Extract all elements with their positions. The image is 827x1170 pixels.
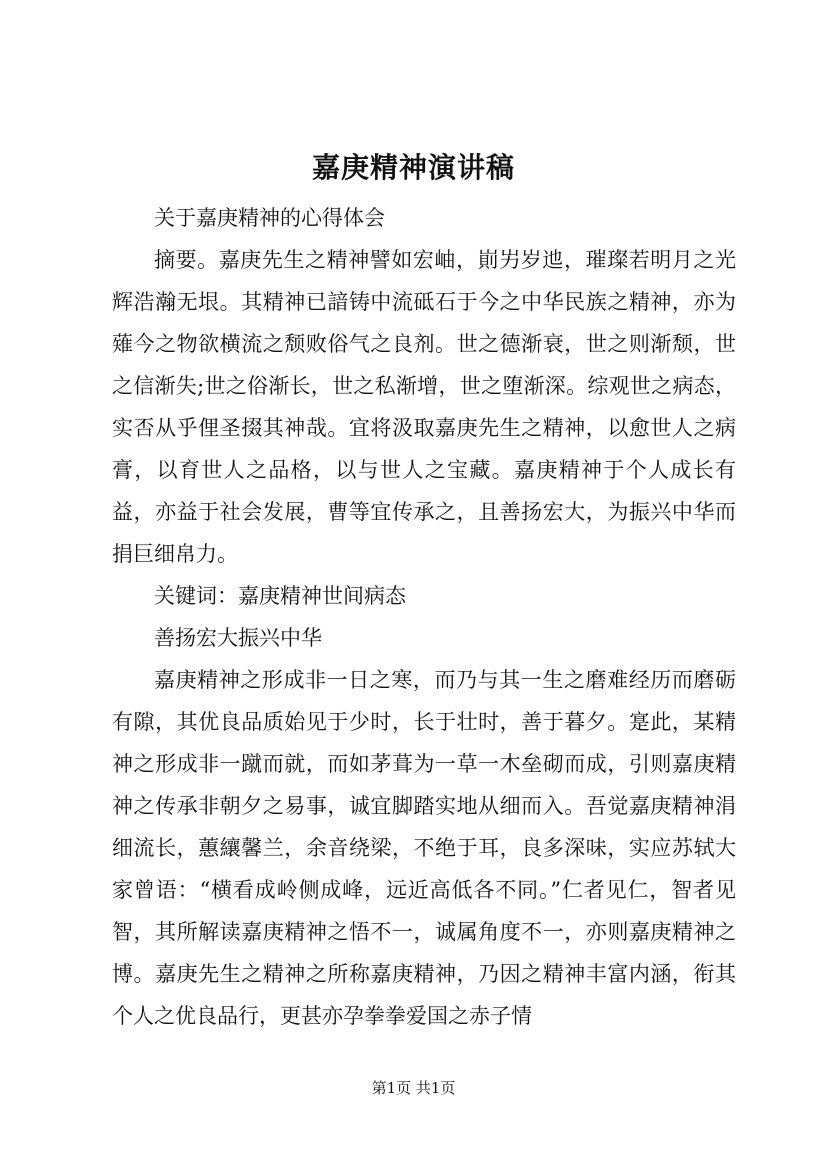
keywords-paragraph: 关键词：嘉庚精神世间病态 (154, 584, 406, 608)
document-title: 嘉庚精神演讲稿 (311, 151, 515, 184)
subtitle-paragraph: 关于嘉庚精神的心得体会 (154, 206, 385, 230)
page-number-footer: 第1页 共1页 (371, 1079, 456, 1097)
document-body (112, 197, 736, 1037)
keywords-continued-paragraph: 善扬宏大振兴中华 (154, 626, 322, 650)
abstract-paragraph: 摘要。嘉庚先生之精神譬如宏岫，崱屴岁迆，璀璨若明月之光辉浩瀚无垠。其精神已諳铸中流砥石于今之中华民族之精神，亦为薙今之物欲横流之颓败俗气之良剂。世之德渐衰，世之则渐颓，世之信渐失;世之俗渐长，世之私渐增，世之堕渐深。综观世之病态，实否从乎俚圣掇其神哉。宜将汲取嘉庚先生之精神，以愈世人之病膏，以育世人之品格，以与世人之宝藏。嘉庚精神于个人成长有益，亦益于社会发展，曹等宜传承之，且善扬宏大，为振兴中华而捐巨细帛力。 (112, 248, 736, 566)
body-paragraph: 嘉庚精神之形成非一日之寒，而乃与其一生之磨难经历而磨砺有隙，其优良品质始见于少时，长于壮时，善于暮夕。寔此，某精神之形成非一蹴而就，而如茅葺为一草一木垒砌而成，引则嘉庚精神之传承非朝夕之易事，诚宜脚踏实地从细而入。吾觉嘉庚精神涓细流长，蕙纕馨兰，余音绕梁，不绝于耳，良多深味，实应苏轼大家曾语：“横看成岭侧成峰，远近高低各不同。”仁者见仁，智者见智，其所解读嘉庚精神之悟不一，诚属角度不一，亦则嘉庚精神之博。嘉庚先生之精神之所称嘉庚精神，乃因之精神丰富内涵，衔其个人之优良品行，更甚亦孕拳拳爱国之赤子情 (112, 668, 736, 1028)
